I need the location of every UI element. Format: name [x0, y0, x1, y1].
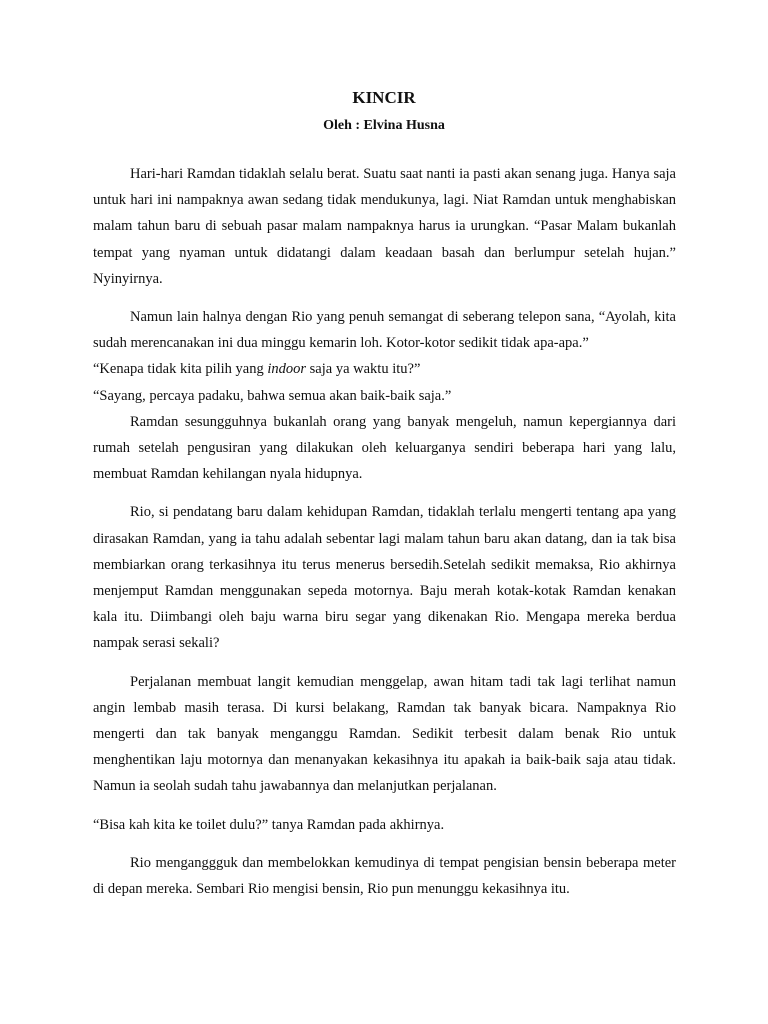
paragraph: Rio menganggguk dan membelokkan kemudinya di tempat pengisian bensin beberapa meter di depan mereka. Sembari Rio mengisi bensin, Rio pun menunggu kekasihnya itu.	[93, 854, 676, 898]
paragraph: Ramdan sesungguhnya bukanlah orang yang banyak mengeluh, namun kepergiannya dari rumah setelah pengusiran yang dilakukan oleh keluarganya sendiri beberapa hari yang lalu, membuat Ramdan kehilangan nyala hidupnya.	[93, 413, 676, 483]
paragraph: Rio, si pendatang baru dalam kehidupan Ramdan, tidaklah terlalu mengerti tentang apa yang dirasakan Ramdan, yang ia tahu adalah sebentar lagi malam tahun baru akan datang, dan ia tak bisa membiarkan orang terkasihnya itu terus menerus bersedih.Setelah sedikit memaksa, Rio akhirnya menjemput Ramdan menggunakan sepeda motornya. Baju merah kotak-kotak Ramdan kenakan kala itu. Diimbangi oleh baju warna biru segar yang dikenakan Rio. Mengapa mereka berdua nampak serasi sekali?	[93, 504, 676, 652]
paragraph: Namun lain halnya dengan Rio yang penuh semangat di seberang telepon sana, “Ayolah, kita sudah merencanakan ini dua minggu kemarin loh. Kotor-kotor sedikit tidak apa-apa.”	[93, 309, 676, 352]
dialogue-line: “Bisa kah kita ke toilet dulu?” tanya Ramdan pada akhirnya.	[93, 816, 445, 833]
paragraph: Perjalanan membuat langit kemudian menggelap, awan hitam tadi tak lagi terlihat namun angin lembab masih terasa. Di kursi belakang, Ramdan tak banyak bicara. Nampaknya Rio mengerti dan tak banyak menganggu Ramdan. Sedikit terbesit dalam benak Rio untuk menghentikan laju motornya dan menanyakan kekasihnya itu apakah ia baik-baik saja atau tidak. Namun ia seolah sudah tahu jawabannya dan melanjutkan perjalanan.	[93, 673, 676, 795]
story-title: KINCIR	[352, 88, 416, 107]
dialogue-line: “Sayang, percaya padaku, bahwa semua akan baik-baik saja.”	[93, 387, 452, 404]
paragraph: Hari-hari Ramdan tidaklah selalu berat. Suatu saat nanti ia pasti akan senang juga. Hanya saja untuk hari ini nampaknya awan sedang tidak mendukunya, lagi. Niat Ramdan untuk menghabiskan malam tahun baru di sebuah pasar malam nampaknya harus ia urungkan. “Pasar Malam bukanlah tempat yang nyaman untuk didatangi dalam keadaan basah dan berlumpur setelah hujan.” Nyinyirnya.	[93, 166, 676, 287]
dialogue-line	[93, 356, 676, 382]
story-author: Oleh : Elvina Husna	[323, 118, 445, 133]
dialogue-text: saja ya waktu itu?”	[306, 361, 421, 378]
emphasis-text: indoor	[267, 361, 307, 378]
story-body	[93, 161, 676, 902]
dialogue-text: “Kenapa tidak kita pilih yang	[93, 361, 268, 378]
